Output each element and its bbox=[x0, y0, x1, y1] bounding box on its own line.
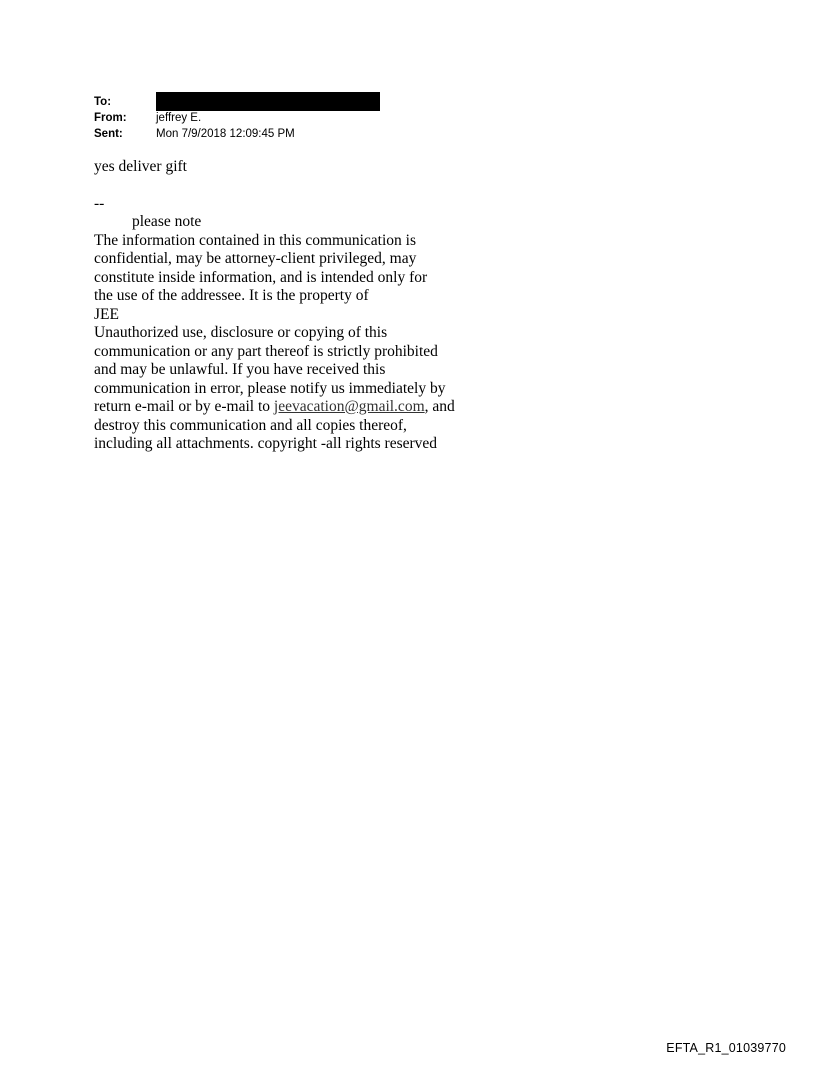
header-row-sent bbox=[94, 126, 514, 142]
from-value: jeffrey E. bbox=[156, 112, 202, 124]
email-link[interactable]: jeevacation@gmail.com bbox=[273, 398, 425, 415]
return-suffix: , and bbox=[424, 398, 455, 415]
disclaimer-line-3: the use of the addressee. It is the property of bbox=[94, 287, 369, 304]
signature-block bbox=[94, 195, 489, 232]
disclaimer-line-0: The information contained in this communication is bbox=[94, 231, 416, 249]
body-spacer bbox=[94, 177, 494, 195]
bates-number: EFTA_R1_01039770 bbox=[666, 1041, 786, 1055]
disclaimer-line-5: Unauthorized use, disclosure or copying of this bbox=[94, 324, 388, 341]
disclaimer-line-8: communication in error, please notify us immediately by bbox=[94, 379, 446, 397]
disclaimer-closing-0: destroy this communication and all copies thereof, bbox=[94, 416, 407, 434]
email-body bbox=[94, 158, 494, 454]
disclaimer-line-6: communication or any part thereof is strictly prohibited bbox=[94, 342, 438, 360]
to-label: To: bbox=[94, 96, 112, 108]
to-value bbox=[156, 94, 514, 111]
email-header bbox=[94, 94, 514, 142]
disclaimer-line-2: constitute inside information, and is intended only for bbox=[94, 268, 428, 286]
sent-label: Sent: bbox=[94, 128, 123, 140]
confidentiality-notice bbox=[94, 232, 474, 454]
signature-note: please note bbox=[132, 213, 202, 230]
disclaimer-return-line bbox=[94, 398, 474, 417]
disclaimer-line-1: confidential, may be attorney-client privileged, may bbox=[94, 250, 417, 267]
redaction-bar bbox=[156, 92, 380, 111]
sent-value: Mon 7/9/2018 12:09:45 PM bbox=[156, 128, 295, 140]
header-row-to bbox=[94, 94, 514, 110]
return-prefix: return e-mail or by e-mail to bbox=[94, 398, 274, 415]
disclaimer-closing-1: including all attachments. copyright -all rights reserved bbox=[94, 435, 438, 452]
disclaimer-line-7: and may be unlawful. If you have received this bbox=[94, 361, 386, 378]
disclaimer-line-4: JEE bbox=[94, 305, 119, 323]
message-body: yes deliver gift bbox=[94, 158, 187, 175]
signature-separator: -- bbox=[94, 194, 105, 212]
header-row-from bbox=[94, 110, 514, 126]
from-label: From: bbox=[94, 112, 127, 124]
